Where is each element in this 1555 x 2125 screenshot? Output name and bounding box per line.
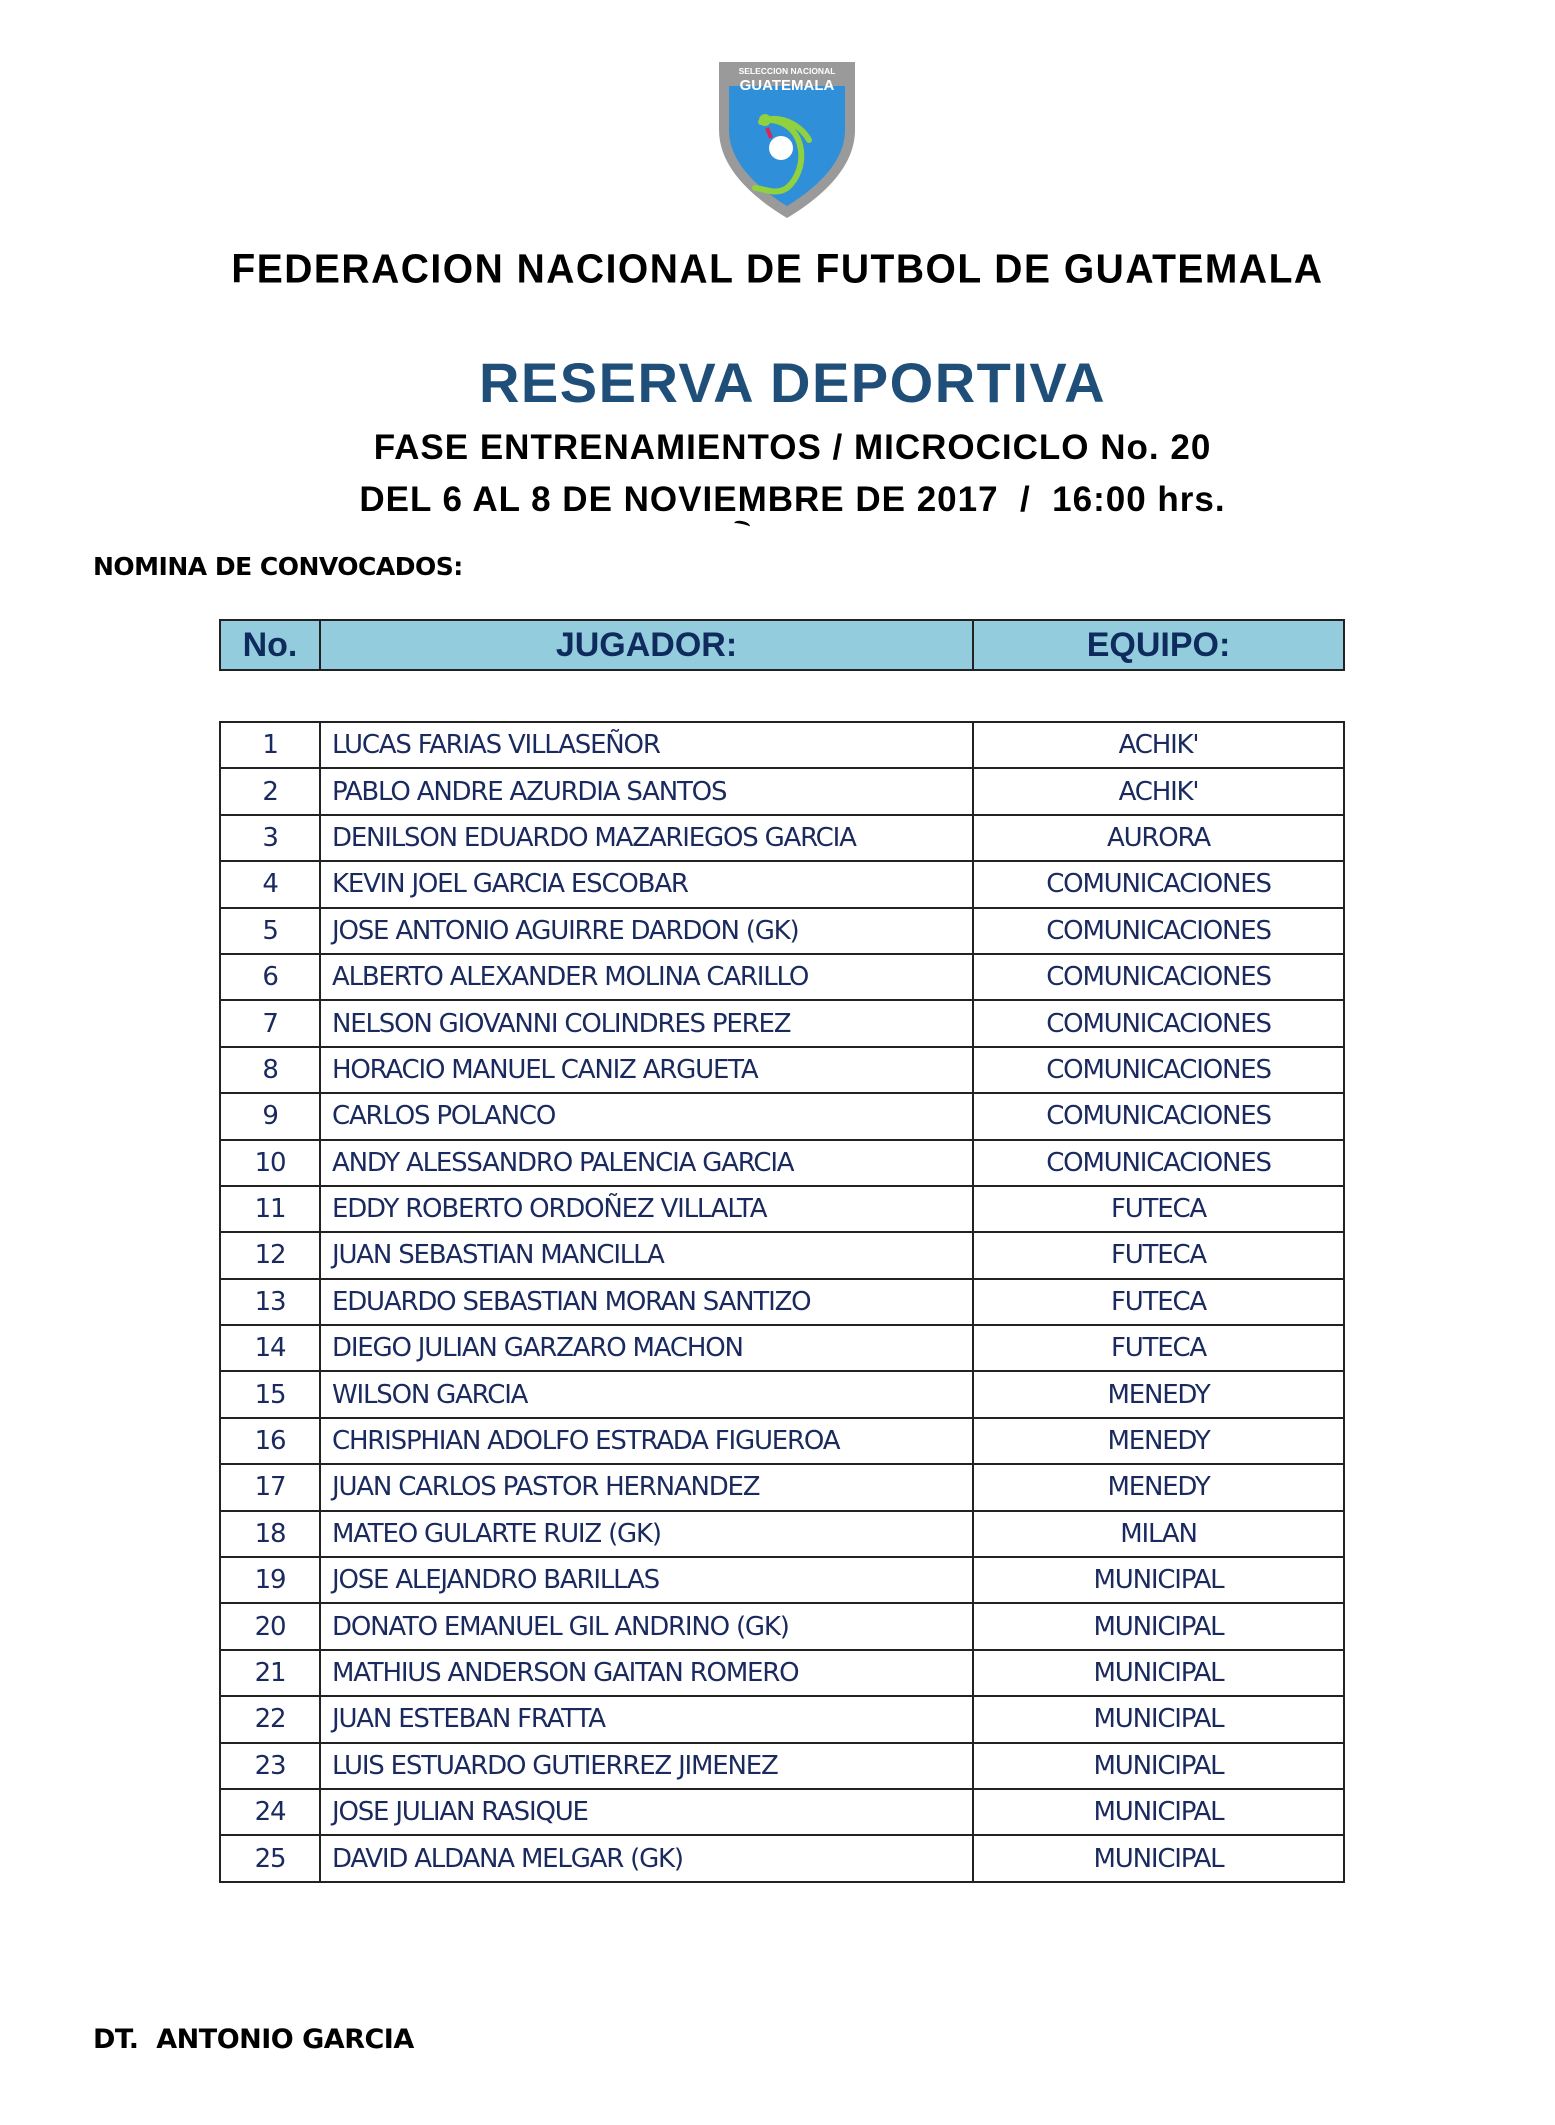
player-name: JUAN SEBASTIAN MANCILLA — [320, 1232, 973, 1278]
logo-main-text: GUATEMALA — [739, 77, 835, 94]
team-name: COMUNICACIONES — [973, 1093, 1344, 1139]
team-name: COMUNICACIONES — [973, 954, 1344, 1000]
player-name: LUCAS FARIAS VILLASEÑOR — [320, 722, 973, 768]
player-name: JUAN CARLOS PASTOR HERNANDEZ — [320, 1464, 973, 1510]
table-row — [220, 1696, 1344, 1742]
player-name: ALBERTO ALEXANDER MOLINA CARILLO — [320, 954, 973, 1000]
team-name: COMUNICACIONES — [973, 1140, 1344, 1186]
player-name: WILSON GARCIA — [320, 1371, 973, 1417]
row-number: 15 — [220, 1371, 320, 1417]
row-number: 3 — [220, 815, 320, 861]
table-row — [220, 1279, 1344, 1325]
team-name: COMUNICACIONES — [973, 861, 1344, 907]
team-name: FUTECA — [973, 1186, 1344, 1232]
player-name: KEVIN JOEL GARCIA ESCOBAR — [320, 861, 973, 907]
column-header-player: JUGADOR: — [321, 621, 974, 669]
table-row — [220, 1603, 1344, 1649]
row-number: 10 — [220, 1140, 320, 1186]
column-header-no: No. — [221, 621, 321, 669]
table-row — [220, 1789, 1344, 1835]
table-row — [220, 861, 1344, 907]
table-row — [220, 1418, 1344, 1464]
table-row — [220, 908, 1344, 954]
table-row — [220, 1557, 1344, 1603]
row-number: 12 — [220, 1232, 320, 1278]
player-name: JOSE ANTONIO AGUIRRE DARDON (GK) — [320, 908, 973, 954]
team-name: MUNICIPAL — [973, 1743, 1344, 1789]
team-name: ACHIK' — [973, 722, 1344, 768]
date-subtitle: DEL 6 AL 8 DE NOVIEMBRE DE 2017 / 16:00 hrs. — [359, 480, 1226, 519]
phase-subtitle: FASE ENTRENAMIENTOS / MICROCICLO No. 20 — [373, 428, 1212, 467]
team-name: COMUNICACIONES — [973, 1047, 1344, 1093]
table-row — [220, 1371, 1344, 1417]
row-number: 4 — [220, 861, 320, 907]
table-row — [220, 1047, 1344, 1093]
logo-top-text: SELECCION NACIONAL — [738, 66, 836, 76]
player-name: JOSE ALEJANDRO BARILLAS — [320, 1557, 973, 1603]
row-number: 16 — [220, 1418, 320, 1464]
player-name: HORACIO MANUEL CANIZ ARGUETA — [320, 1047, 973, 1093]
table-row — [220, 1464, 1344, 1510]
table-row — [220, 1325, 1344, 1371]
logo-ball — [769, 136, 793, 160]
row-number: 22 — [220, 1696, 320, 1742]
player-name: PABLO ANDRE AZURDIA SANTOS — [320, 768, 973, 814]
table-row — [220, 815, 1344, 861]
team-name: MUNICIPAL — [973, 1557, 1344, 1603]
team-name: ACHIK' — [973, 768, 1344, 814]
player-name: JOSE JULIAN RASIQUE — [320, 1789, 973, 1835]
team-name: MUNICIPAL — [973, 1650, 1344, 1696]
row-number: 18 — [220, 1511, 320, 1557]
row-number: 7 — [220, 1000, 320, 1046]
federation-title: FEDERACION NACIONAL DE FUTBOL DE GUATEMALA — [231, 246, 1324, 293]
row-number: 2 — [220, 768, 320, 814]
team-name: MILAN — [973, 1511, 1344, 1557]
player-name: EDDY ROBERTO ORDOÑEZ VILLALTA — [320, 1186, 973, 1232]
row-number: 20 — [220, 1603, 320, 1649]
row-number: 8 — [220, 1047, 320, 1093]
list-label: NOMINA DE CONVOCADOS: — [93, 552, 463, 581]
player-name: ANDY ALESSANDRO PALENCIA GARCIA — [320, 1140, 973, 1186]
roster-body — [220, 722, 1344, 1882]
table-row — [220, 954, 1344, 1000]
table-row — [220, 768, 1344, 814]
player-name: LUIS ESTUARDO GUTIERREZ JIMENEZ — [320, 1743, 973, 1789]
team-name: MUNICIPAL — [973, 1696, 1344, 1742]
shield-icon — [717, 60, 857, 220]
team-name: COMUNICACIONES — [973, 908, 1344, 954]
table-row — [220, 1835, 1344, 1881]
row-number: 9 — [220, 1093, 320, 1139]
player-name: EDUARDO SEBASTIAN MORAN SANTIZO — [320, 1279, 973, 1325]
player-name: DONATO EMANUEL GIL ANDRINO (GK) — [320, 1603, 973, 1649]
team-name: COMUNICACIONES — [973, 1000, 1344, 1046]
row-number: 25 — [220, 1835, 320, 1881]
player-name: MATHIUS ANDERSON GAITAN ROMERO — [320, 1650, 973, 1696]
row-number: 6 — [220, 954, 320, 1000]
column-header-team: EQUIPO: — [1086, 625, 1231, 664]
table-row — [220, 722, 1344, 768]
team-name: MUNICIPAL — [973, 1603, 1344, 1649]
roster-table — [219, 721, 1345, 1883]
table-header — [219, 619, 1345, 671]
team-name: MENEDY — [973, 1418, 1344, 1464]
table-row — [220, 1093, 1344, 1139]
team-name: AURORA — [973, 815, 1344, 861]
row-number: 21 — [220, 1650, 320, 1696]
player-name: DIEGO JULIAN GARZARO MACHON — [320, 1325, 973, 1371]
table-row — [220, 1186, 1344, 1232]
row-number: 19 — [220, 1557, 320, 1603]
row-number: 13 — [220, 1279, 320, 1325]
table-row — [220, 1000, 1344, 1046]
row-number: 1 — [220, 722, 320, 768]
table-row — [220, 1140, 1344, 1186]
team-name: FUTECA — [973, 1232, 1344, 1278]
player-name: DENILSON EDUARDO MAZARIEGOS GARCIA — [320, 815, 973, 861]
player-name: CARLOS POLANCO — [320, 1093, 973, 1139]
team-name: MENEDY — [973, 1371, 1344, 1417]
team-name: FUTECA — [973, 1325, 1344, 1371]
federation-logo — [717, 60, 857, 220]
player-name: CHRISPHIAN ADOLFO ESTRADA FIGUEROA — [320, 1418, 973, 1464]
row-number: 23 — [220, 1743, 320, 1789]
team-name: MUNICIPAL — [973, 1835, 1344, 1881]
player-name: MATEO GULARTE RUIZ (GK) — [320, 1511, 973, 1557]
row-number: 11 — [220, 1186, 320, 1232]
coach-signature: DT. ANTONIO GARCIA — [93, 2024, 414, 2055]
team-name: MENEDY — [973, 1464, 1344, 1510]
stray-mark — [733, 519, 750, 530]
row-number: 14 — [220, 1325, 320, 1371]
row-number: 24 — [220, 1789, 320, 1835]
row-number: 5 — [220, 908, 320, 954]
player-name: DAVID ALDANA MELGAR (GK) — [320, 1835, 973, 1881]
page-title: RESERVA DEPORTIVA — [478, 351, 1107, 414]
row-number: 17 — [220, 1464, 320, 1510]
table-row — [220, 1650, 1344, 1696]
table-row — [220, 1511, 1344, 1557]
player-name: NELSON GIOVANNI COLINDRES PEREZ — [320, 1000, 973, 1046]
player-name: JUAN ESTEBAN FRATTA — [320, 1696, 973, 1742]
team-name: MUNICIPAL — [973, 1789, 1344, 1835]
table-row — [220, 1743, 1344, 1789]
table-row — [220, 1232, 1344, 1278]
team-name: FUTECA — [973, 1279, 1344, 1325]
